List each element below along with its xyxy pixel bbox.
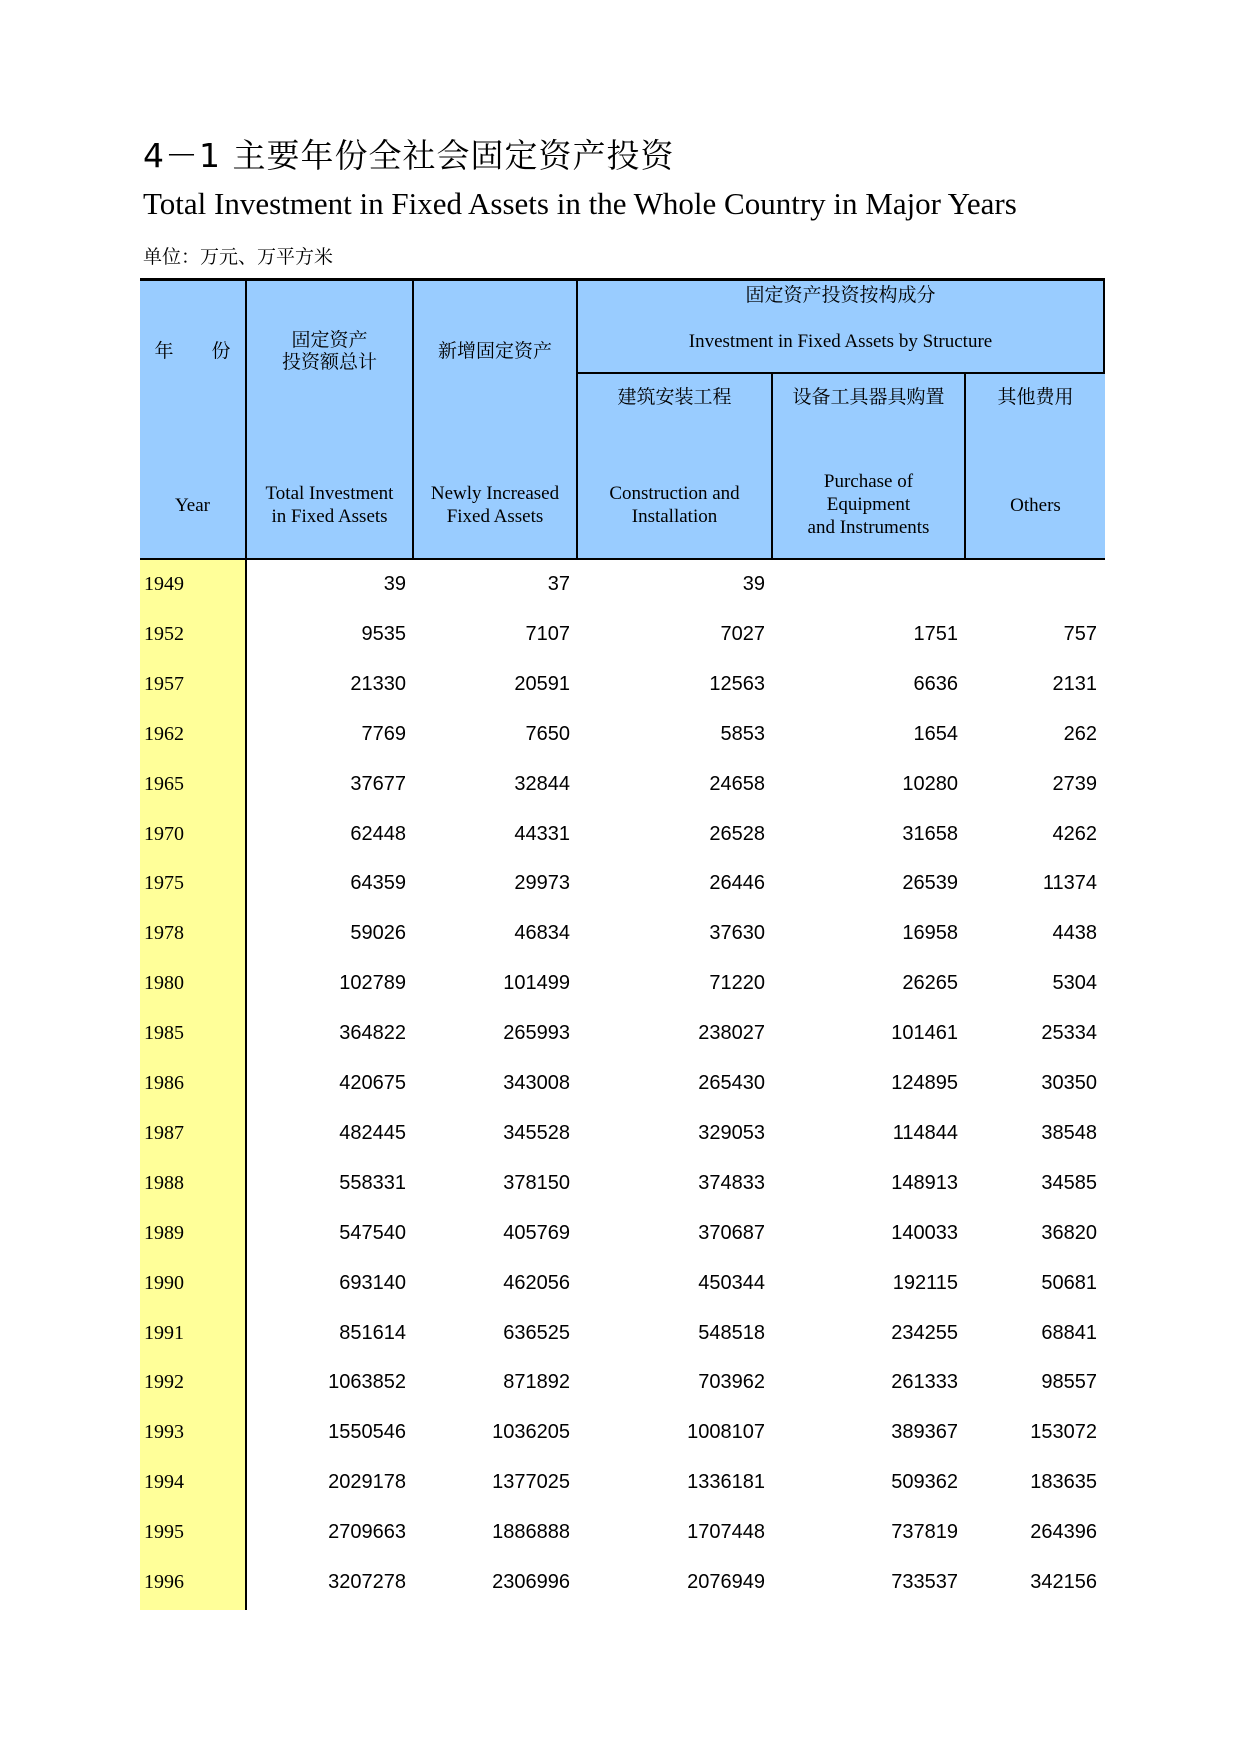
others-header-en: Others bbox=[1010, 495, 1061, 516]
table-row bbox=[140, 710, 1105, 760]
total-cell: 64359 bbox=[350, 872, 406, 895]
equipment-cell: 31658 bbox=[902, 822, 958, 845]
equipment-cell: 733537 bbox=[891, 1571, 958, 1593]
others-cell: 264396 bbox=[1030, 1521, 1097, 1544]
equipment-cell: 101461 bbox=[891, 1022, 958, 1045]
construction-cell: 5853 bbox=[720, 722, 765, 745]
total-cell: 21330 bbox=[350, 672, 406, 695]
newly-cell: 345528 bbox=[503, 1121, 570, 1144]
year-cell: 1992 bbox=[144, 1371, 184, 1394]
equipment-header-cn: 设备工具器具购置 bbox=[792, 386, 945, 408]
equipment-cell: 261333 bbox=[891, 1371, 958, 1394]
year-cell: 1975 bbox=[144, 872, 184, 895]
construction-cell: 1336181 bbox=[687, 1471, 765, 1494]
total-cell: 482445 bbox=[339, 1121, 406, 1144]
construction-cell: 24658 bbox=[709, 772, 765, 795]
year-cell: 1987 bbox=[144, 1121, 184, 1144]
equipment-cell: 148913 bbox=[891, 1171, 958, 1194]
others-cell: 262 bbox=[1063, 722, 1097, 745]
table-row bbox=[140, 1309, 1105, 1359]
construction-cell: 238027 bbox=[698, 1022, 765, 1045]
total-cell: 1063852 bbox=[328, 1371, 406, 1394]
others-cell: 757 bbox=[1063, 622, 1097, 645]
newly-cell: 405769 bbox=[503, 1221, 570, 1244]
structure-header-cn: 固定资产投资按构成分 bbox=[745, 284, 936, 306]
others-cell: 11374 bbox=[1042, 872, 1097, 895]
others-cell: 4438 bbox=[1052, 922, 1097, 945]
newly-header-en-1: Newly Increased bbox=[430, 483, 560, 504]
year-cell: 1993 bbox=[144, 1421, 184, 1444]
others-cell: 36820 bbox=[1041, 1221, 1097, 1244]
construction-cell: 1707448 bbox=[687, 1521, 765, 1544]
table-row bbox=[140, 1508, 1105, 1558]
construction-cell: 450344 bbox=[698, 1271, 765, 1294]
others-cell: 2131 bbox=[1052, 672, 1097, 695]
table-row bbox=[140, 1209, 1105, 1259]
others-cell: 342156 bbox=[1030, 1571, 1097, 1593]
year-cell: 1980 bbox=[144, 972, 184, 995]
construction-header-en-1: Construction and bbox=[609, 483, 740, 504]
construction-header-en-2: Installation bbox=[631, 506, 718, 527]
newly-cell: 636525 bbox=[503, 1321, 570, 1344]
equipment-cell: 16958 bbox=[902, 922, 958, 945]
equipment-cell: 1751 bbox=[913, 622, 958, 645]
year-header-en: Year bbox=[174, 495, 210, 516]
year-cell: 1991 bbox=[144, 1321, 184, 1344]
table-row bbox=[140, 1358, 1105, 1408]
table-row bbox=[140, 1558, 1105, 1608]
equipment-cell: 737819 bbox=[891, 1521, 958, 1544]
newly-header-cn: 新增固定资产 bbox=[437, 340, 552, 362]
construction-cell: 370687 bbox=[698, 1221, 765, 1244]
year-cell: 1962 bbox=[144, 722, 184, 745]
total-cell: 1550546 bbox=[328, 1421, 406, 1444]
year-cell: 1985 bbox=[144, 1022, 184, 1045]
others-cell: 183635 bbox=[1030, 1471, 1097, 1494]
construction-header-cn: 建筑安装工程 bbox=[617, 386, 732, 408]
equipment-cell: 6636 bbox=[913, 672, 958, 695]
table-row bbox=[140, 909, 1105, 959]
equipment-cell: 124895 bbox=[891, 1072, 958, 1094]
newly-cell: 871892 bbox=[503, 1371, 570, 1394]
newly-cell: 378150 bbox=[503, 1171, 570, 1194]
total-header-cn-2: 投资额总计 bbox=[281, 351, 377, 373]
others-cell: 4262 bbox=[1052, 822, 1097, 845]
newly-cell: 1886888 bbox=[492, 1521, 570, 1544]
newly-cell: 37 bbox=[547, 573, 570, 595]
total-header-en-2: in Fixed Assets bbox=[271, 506, 388, 527]
equipment-cell: 389367 bbox=[891, 1421, 958, 1444]
equipment-cell: 26539 bbox=[902, 872, 958, 895]
total-cell: 9535 bbox=[361, 622, 406, 645]
equipment-header-en-3: and Instruments bbox=[807, 517, 930, 538]
others-cell: 30350 bbox=[1041, 1072, 1097, 1094]
total-cell: 364822 bbox=[339, 1022, 406, 1045]
total-cell: 2709663 bbox=[328, 1521, 406, 1544]
total-cell: 420675 bbox=[339, 1072, 406, 1094]
table-row bbox=[140, 1408, 1105, 1458]
others-cell: 68841 bbox=[1041, 1321, 1097, 1344]
construction-cell: 548518 bbox=[698, 1321, 765, 1344]
others-header-cn: 其他费用 bbox=[997, 386, 1074, 408]
unit-label: 单位：万元、万平方米 bbox=[143, 246, 334, 268]
others-cell: 38548 bbox=[1041, 1121, 1097, 1144]
year-cell: 1989 bbox=[144, 1221, 184, 1244]
total-cell: 39 bbox=[383, 573, 406, 595]
newly-cell: 462056 bbox=[503, 1271, 570, 1294]
newly-cell: 1036205 bbox=[492, 1421, 570, 1444]
newly-cell: 101499 bbox=[503, 972, 570, 995]
total-header-en-1: Total Investment bbox=[265, 483, 394, 504]
year-cell: 1995 bbox=[144, 1521, 184, 1544]
year-cell: 1990 bbox=[144, 1271, 184, 1294]
table-row bbox=[140, 1059, 1105, 1109]
construction-cell: 329053 bbox=[698, 1121, 765, 1144]
construction-cell: 265430 bbox=[698, 1072, 765, 1094]
table-row bbox=[140, 959, 1105, 1009]
newly-cell: 1377025 bbox=[492, 1471, 570, 1494]
newly-cell: 265993 bbox=[503, 1022, 570, 1045]
equipment-cell: 140033 bbox=[891, 1221, 958, 1244]
table-row bbox=[140, 1009, 1105, 1059]
total-cell: 62448 bbox=[350, 822, 406, 845]
table-row bbox=[140, 560, 1105, 610]
year-cell: 1970 bbox=[144, 822, 184, 845]
newly-cell: 343008 bbox=[503, 1072, 570, 1094]
total-cell: 851614 bbox=[339, 1321, 406, 1344]
others-cell: 50681 bbox=[1041, 1271, 1097, 1294]
header-divider bbox=[576, 372, 1105, 374]
page-title-en: Total Investment in Fixed Assets in the Whole Country in Major Years bbox=[143, 186, 1017, 221]
year-header-cn: 年 份 bbox=[154, 340, 231, 362]
total-cell: 59026 bbox=[350, 922, 406, 945]
year-cell: 1988 bbox=[144, 1171, 184, 1194]
construction-cell: 12563 bbox=[709, 672, 765, 695]
construction-cell: 26528 bbox=[709, 822, 765, 845]
year-cell: 1949 bbox=[144, 573, 184, 595]
header-divider bbox=[1103, 281, 1105, 374]
year-cell: 1957 bbox=[144, 672, 184, 695]
equipment-header-en-2: Equipment bbox=[826, 494, 911, 515]
year-cell: 1965 bbox=[144, 772, 184, 795]
structure-header-en: Investment in Fixed Assets by Structure bbox=[688, 331, 993, 352]
total-cell: 2029178 bbox=[328, 1471, 406, 1494]
construction-cell: 7027 bbox=[720, 622, 765, 645]
table-row bbox=[140, 1259, 1105, 1309]
equipment-cell: 1654 bbox=[913, 722, 958, 745]
newly-cell: 44331 bbox=[514, 822, 570, 845]
others-cell: 5304 bbox=[1052, 972, 1097, 995]
construction-cell: 2076949 bbox=[687, 1571, 765, 1593]
construction-cell: 26446 bbox=[709, 872, 765, 895]
newly-header-en-2: Fixed Assets bbox=[446, 506, 544, 527]
total-cell: 102789 bbox=[339, 972, 406, 995]
table-row bbox=[140, 859, 1105, 909]
others-cell: 2739 bbox=[1052, 772, 1097, 795]
newly-cell: 7107 bbox=[525, 622, 570, 645]
others-cell: 98557 bbox=[1041, 1371, 1097, 1394]
others-cell: 153072 bbox=[1030, 1421, 1097, 1444]
newly-cell: 46834 bbox=[514, 922, 570, 945]
table-row bbox=[140, 610, 1105, 660]
equipment-cell: 509362 bbox=[891, 1471, 958, 1494]
total-header-cn-1: 固定资产 bbox=[291, 329, 368, 351]
others-cell: 34585 bbox=[1041, 1171, 1097, 1194]
newly-cell: 7650 bbox=[525, 722, 570, 745]
construction-cell: 703962 bbox=[698, 1371, 765, 1394]
equipment-cell: 234255 bbox=[891, 1321, 958, 1344]
page-title-cn: 4－1 主要年份全社会固定资产投资 bbox=[143, 136, 675, 175]
construction-cell: 71220 bbox=[709, 972, 765, 995]
newly-cell: 20591 bbox=[514, 672, 570, 695]
construction-cell: 37630 bbox=[709, 922, 765, 945]
year-cell: 1996 bbox=[144, 1571, 184, 1593]
table-row bbox=[140, 810, 1105, 860]
newly-cell: 32844 bbox=[514, 772, 570, 795]
construction-cell: 374833 bbox=[698, 1171, 765, 1194]
year-cell: 1986 bbox=[144, 1072, 184, 1094]
table-row bbox=[140, 1159, 1105, 1209]
total-cell: 547540 bbox=[339, 1221, 406, 1244]
table-row bbox=[140, 1109, 1105, 1159]
year-cell: 1952 bbox=[144, 622, 184, 645]
total-cell: 7769 bbox=[361, 722, 406, 745]
total-cell: 3207278 bbox=[328, 1571, 406, 1593]
construction-cell: 39 bbox=[742, 573, 765, 595]
equipment-cell: 192115 bbox=[892, 1271, 958, 1294]
equipment-cell: 114844 bbox=[892, 1121, 958, 1144]
others-cell: 25334 bbox=[1041, 1022, 1097, 1045]
table-row bbox=[140, 660, 1105, 710]
equipment-cell: 26265 bbox=[902, 972, 958, 995]
construction-cell: 1008107 bbox=[687, 1421, 765, 1444]
year-cell: 1978 bbox=[144, 922, 184, 945]
equipment-header-en-1: Purchase of bbox=[823, 471, 914, 492]
year-cell: 1994 bbox=[144, 1471, 184, 1494]
newly-cell: 29973 bbox=[514, 872, 570, 895]
newly-cell: 2306996 bbox=[492, 1571, 570, 1593]
table-row bbox=[140, 760, 1105, 810]
table-row bbox=[140, 1458, 1105, 1508]
total-cell: 693140 bbox=[339, 1271, 406, 1294]
equipment-cell: 10280 bbox=[902, 772, 958, 795]
total-cell: 37677 bbox=[350, 772, 406, 795]
total-cell: 558331 bbox=[339, 1171, 406, 1194]
